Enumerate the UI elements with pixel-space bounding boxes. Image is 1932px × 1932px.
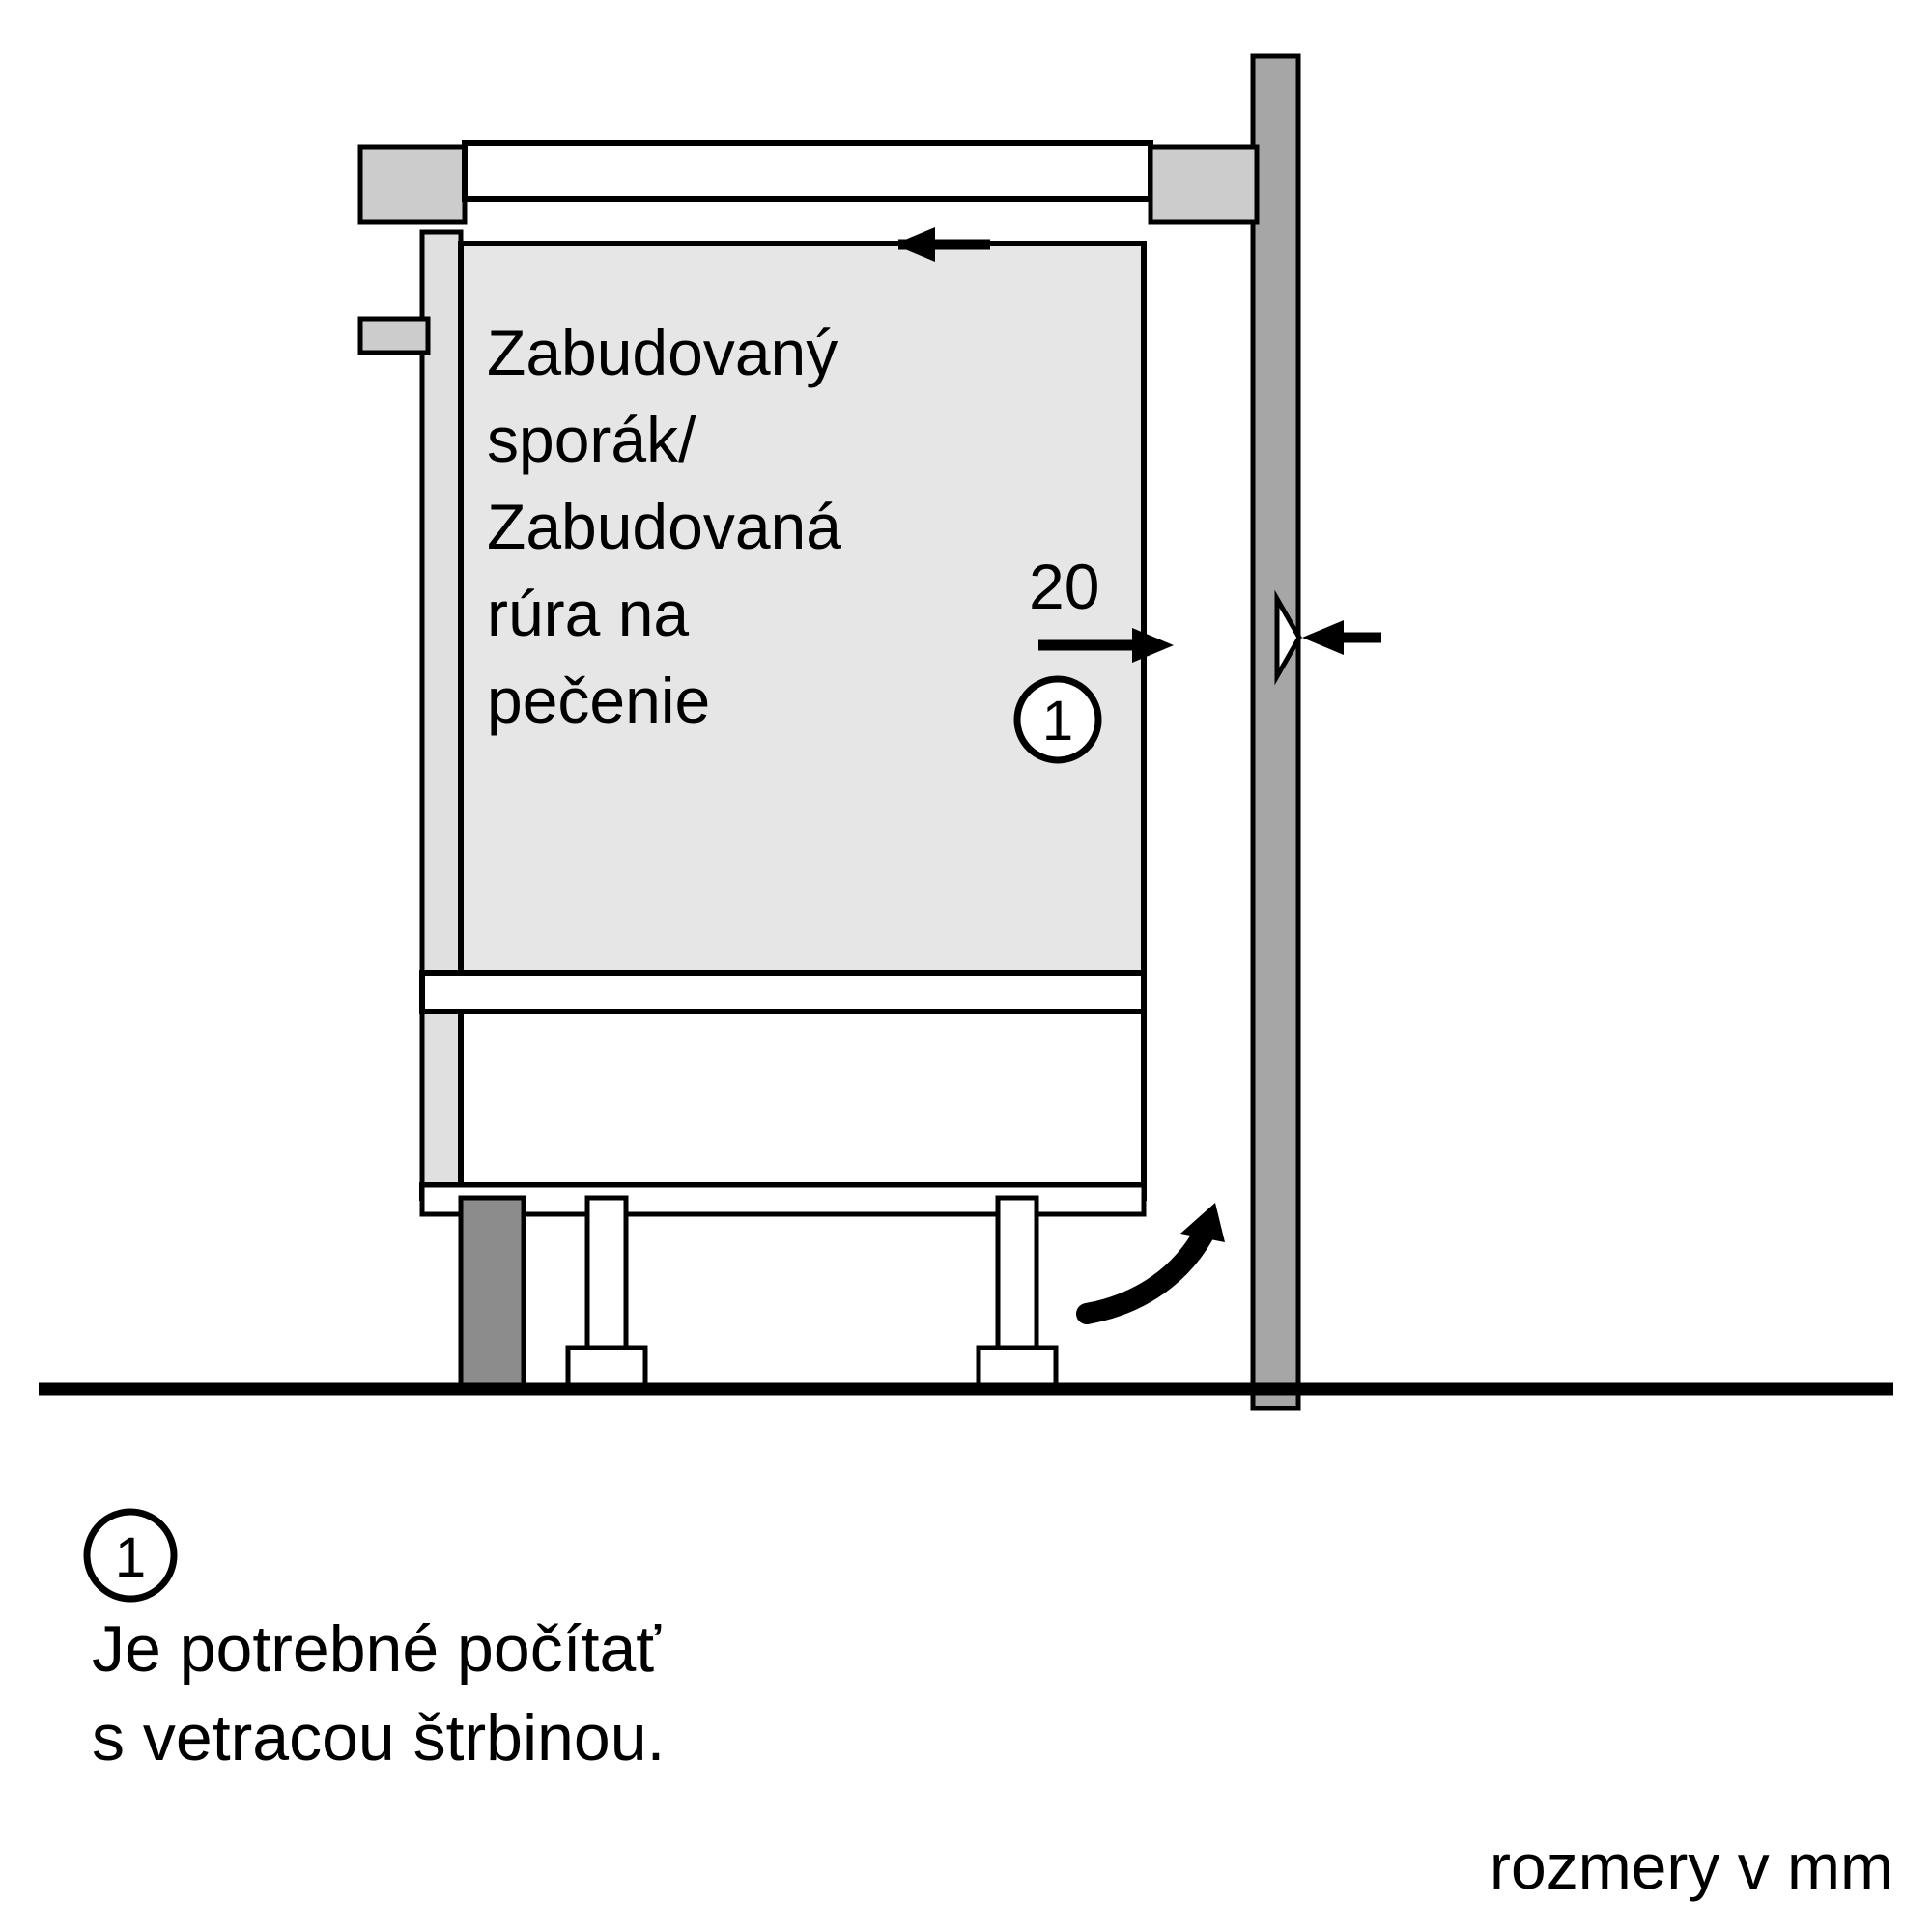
countertop-slab <box>465 143 1151 199</box>
legend-marker-badge <box>87 1512 174 1599</box>
cabinet-side-panel <box>422 232 461 1198</box>
wall-panel <box>1253 56 1298 1408</box>
countertop-right-cap <box>1151 147 1257 222</box>
appliance-label-line-1: Zabudovaný <box>487 317 838 388</box>
legend-line-2: s vetracou štrbinou. <box>92 1701 666 1775</box>
units-note: rozmery v mm <box>1490 1831 1893 1902</box>
leg-right-base <box>979 1348 1056 1386</box>
cabinet-side-bracket <box>360 319 428 353</box>
plinth-foot-dark <box>461 1198 524 1386</box>
airflow-curved-arrow-up-icon <box>1087 1203 1225 1314</box>
dimension-value: 20 <box>1029 551 1100 622</box>
dimension-marker-number: 1 <box>1041 690 1074 753</box>
appliance-label-line-5: pečenie <box>487 665 711 736</box>
appliance-label-line-2: sporák/ <box>487 404 696 475</box>
legend-line-1: Je potrebné počítať <box>92 1612 661 1686</box>
leg-left-base <box>568 1348 645 1386</box>
leg-right-post <box>998 1198 1037 1348</box>
wall-arrow-left-icon <box>1302 620 1381 655</box>
appliance-lower-front-strip <box>422 973 1144 1011</box>
appliance-label-line-4: rúra na <box>487 578 690 649</box>
appliance-label-line-3: Zabudovaná <box>487 491 841 562</box>
countertop-left-cap <box>360 147 465 222</box>
appliance-drawer <box>461 1011 1144 1185</box>
leg-left-post <box>587 1198 626 1348</box>
legend-marker-number: 1 <box>114 1526 147 1589</box>
dimension-marker-badge <box>1017 679 1098 760</box>
